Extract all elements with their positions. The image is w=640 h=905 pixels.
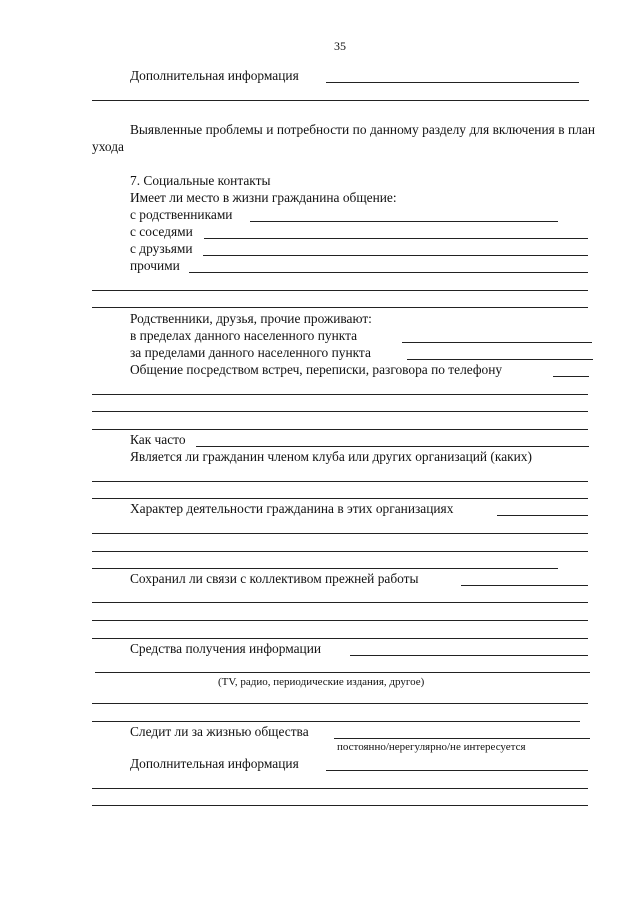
relatives-field[interactable] (250, 221, 558, 222)
neighbors-label: с соседями (130, 224, 193, 239)
blank-line[interactable] (92, 638, 588, 639)
blank-line[interactable] (92, 703, 588, 704)
blank-line[interactable] (92, 307, 588, 308)
blank-line[interactable] (92, 498, 588, 499)
communication-means-label: Общение посредством встреч, переписки, разговора по телефону (130, 362, 503, 377)
problems-needs-text: Выявленные проблемы и потребности по данному разделу для включения в план ухода (92, 122, 595, 154)
within-locality-field[interactable] (402, 342, 592, 343)
additional-info-field-line2[interactable] (92, 100, 589, 101)
blank-line[interactable] (92, 481, 588, 482)
info-means-field-line2[interactable] (95, 672, 590, 673)
blank-line[interactable] (92, 394, 588, 395)
blank-line[interactable] (92, 411, 588, 412)
outside-locality-label: за пределами данного населенного пункта (130, 345, 371, 360)
blank-line[interactable] (92, 602, 588, 603)
work-ties-label: Сохранил ли связи с коллективом прежней работы (130, 571, 419, 586)
info-means-label: Средства получения информации (130, 641, 322, 656)
others-label: прочими (130, 258, 180, 273)
blank-line[interactable] (92, 429, 588, 430)
follows-society-field[interactable] (334, 738, 590, 739)
blank-line[interactable] (92, 568, 558, 569)
others-field[interactable] (189, 272, 588, 273)
living-heading: Родственники, друзья, прочие проживают: (130, 311, 372, 326)
blank-line[interactable] (92, 290, 588, 291)
section-heading: 7. Социальные контакты (130, 173, 271, 188)
blank-line[interactable] (92, 805, 588, 806)
friends-field[interactable] (203, 255, 588, 256)
follows-society-hint: постоянно/нерегулярно/не интересуется (337, 741, 526, 753)
outside-locality-field[interactable] (407, 359, 593, 360)
additional-info-label-bottom: Дополнительная информация (130, 756, 299, 771)
additional-info-field-bottom[interactable] (326, 770, 588, 771)
blank-line[interactable] (92, 620, 588, 621)
activity-nature-field[interactable] (497, 515, 588, 516)
friends-label: с друзьями (130, 241, 193, 256)
info-means-hint: (TV, радио, периодические издания, другое) (218, 676, 425, 688)
activity-nature-label: Характер деятельности гражданина в этих организациях (130, 501, 454, 516)
club-member-label: Является ли гражданин членом клуба или других организаций (каких) (130, 449, 532, 464)
follows-society-label: Следит ли за жизнью общества (130, 724, 309, 739)
communication-question: Имеет ли место в жизни гражданина общение: (130, 190, 397, 205)
within-locality-label: в пределах данного населенного пункта (130, 328, 358, 343)
blank-line[interactable] (92, 721, 580, 722)
neighbors-field[interactable] (204, 238, 588, 239)
relatives-label: с родственниками (130, 207, 233, 222)
info-means-field[interactable] (350, 655, 588, 656)
communication-means-field[interactable] (553, 376, 589, 377)
work-ties-field[interactable] (461, 585, 588, 586)
additional-info-field[interactable] (326, 82, 579, 83)
blank-line[interactable] (92, 533, 588, 534)
how-often-field[interactable] (196, 446, 589, 447)
blank-line[interactable] (92, 551, 588, 552)
page-number: 35 (334, 39, 346, 53)
additional-info-label: Дополнительная информация (130, 68, 299, 83)
how-often-label: Как часто (130, 432, 186, 447)
blank-line[interactable] (92, 788, 588, 789)
